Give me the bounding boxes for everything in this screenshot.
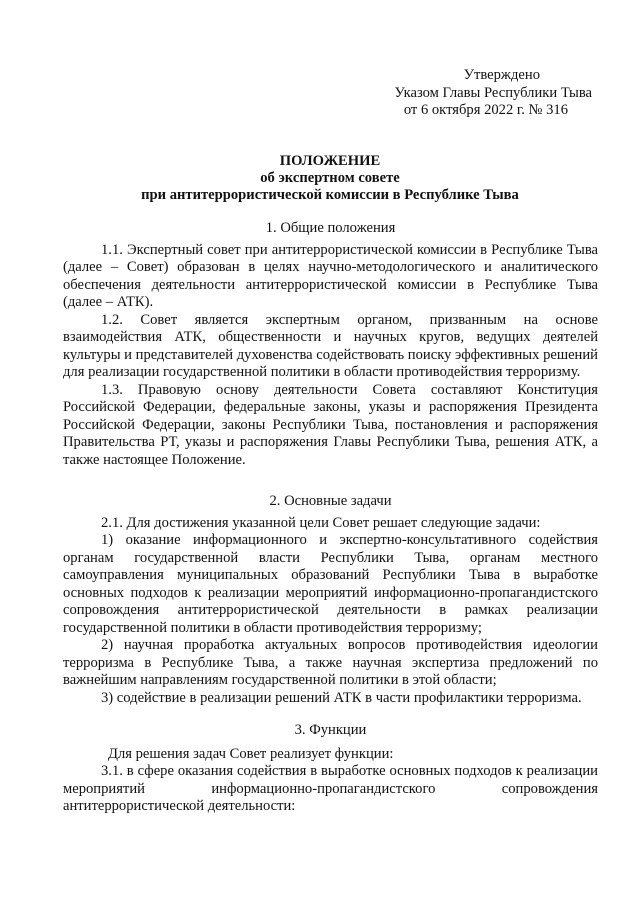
approval-decree: Указом Главы Республики Тыва — [394, 84, 592, 101]
section-general — [63, 220, 598, 469]
paragraph: 2) научная проработка актуальных вопросов противодействия идеологии терроризма в Республике Тыва, а также научная экспертиза предложений по важнейшим направлениям государственной политики в этой области; — [63, 637, 598, 688]
paragraph: 1.3. Правовую основу деятельности Совета составляют Конституция Российской Федерации, федеральные законы, указы и распоряжения Президента Российской Федерации, законы Республики Тыва, постановления и распоряжения Правительства РТ, указы и распоряжения Главы Республики Тыва, решения АТК, а также настоящее Положение. — [63, 381, 598, 468]
title-line-2: об экспертном совете — [260, 170, 400, 186]
title-line-1: ПОЛОЖЕНИЕ — [279, 153, 381, 169]
section-heading: 2. Основные задачи — [269, 493, 392, 509]
paragraph: 1) оказание информационного и экспертно-консультативного содействия органам государственной власти Республики Тыва, органам местного самоуправления муниципальных образований Республики Тыва в выработке основных подходов к реализации мероприятий информационно-пропагандистского сопровождения антитеррористической деятельности в рамках реализации государственной политики в области противодействия терроризму; — [63, 532, 598, 636]
paragraph: 1.2. Совет является экспертным органом, призванным на основе взаимодействия АТК, общественности и научных кругов, ведущих деятелей культуры и представителей духовенства содействовать поиску эффективных решений для реализации государственной политики в области противодействия терроризму. — [63, 311, 598, 380]
approval-stamp — [376, 67, 616, 120]
paragraph: 3) содействие в реализации решений АТК в части профилактики терроризма. — [101, 689, 582, 706]
paragraph: 1.1. Экспертный совет при антитеррористической комиссии в Республике Тыва (далее – Совет) образован в целях научно-методологического и аналитического обеспечения деятельности антитеррористической комиссии в Республике Тыва (далее – АТК). — [63, 241, 598, 310]
section-functions — [63, 722, 598, 816]
approval-date: от 6 октября 2022 г. № 316 — [403, 102, 568, 118]
paragraph: 2.1. Для достижения указанной цели Совет решает следующие задачи: — [101, 514, 541, 531]
title-line-3: при антитеррористической комиссии в Республике Тыва — [141, 187, 519, 203]
document-title — [60, 153, 600, 204]
section-heading: 1. Общие положения — [265, 220, 396, 236]
paragraph: 3.1. в сфере оказания содействия в выработке основных подходов к реализации мероприятий информационно-пропагандистского сопровождения антитеррористической деятельности: — [63, 763, 598, 814]
section-heading: 3. Функции — [294, 722, 367, 738]
approval-line: Утверждено — [463, 67, 540, 83]
paragraph: Для решения задач Совет реализует функции: — [108, 745, 394, 762]
section-tasks — [63, 493, 598, 707]
